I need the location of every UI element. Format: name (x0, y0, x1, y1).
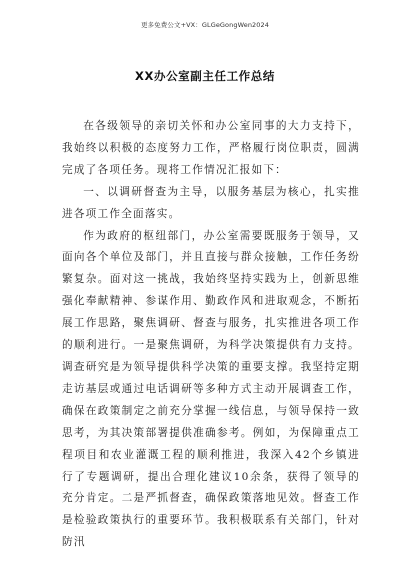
header-note: 更多免费公文+VX：GLGeGongWen2024 (140, 21, 269, 29)
paragraph: 一、以调研督查为主导，以服务基层为核心，扎实推进各项工作全面落实。 (62, 185, 360, 220)
document-title: XX办公室副主任工作总结 (135, 69, 275, 83)
paragraph: 在各级领导的亲切关怀和办公室同事的大力支持下，我始终以积极的态度努力工作，严格履行岗位职责，圆满完成了各项任务。现将工作情况汇报如下： (62, 120, 360, 176)
document-body (62, 116, 360, 554)
paragraph: 作为政府的枢纽部门，办公室需要既服务于领导，又面向各个单位及部门，并且直接与群众接触，工作任务纷繁复杂。面对这一挑战，我始终坚持实践为上，创新思维强化奉献精神、参谋作用、勤政作风和进取观念，不断拓展工作思路，聚焦调研、督查与服务，扎实推进各项工作的顺利进行。一是聚焦调研，为科学决策提供有力支持。调查研究是为领导提供科学决策的重要支撑。我坚持定期走访基层或通过电话调研等多种方式主动开展调查工作，确保在政策制定之前充分掌握一线信息，与领导保持一致思考，为其决策部署提供准确参考。例如，为保障重点工程项目和农业灌溉工程的顺利推进，我深入42个乡镇进行了专题调研，提出合理化建议10余条，获得了领导的充分肯定。二是严抓督查，确保政策落地见效。督查工作是检验政策执行的重要环节。我积极联系有关部门，针对防汛 (62, 229, 360, 549)
